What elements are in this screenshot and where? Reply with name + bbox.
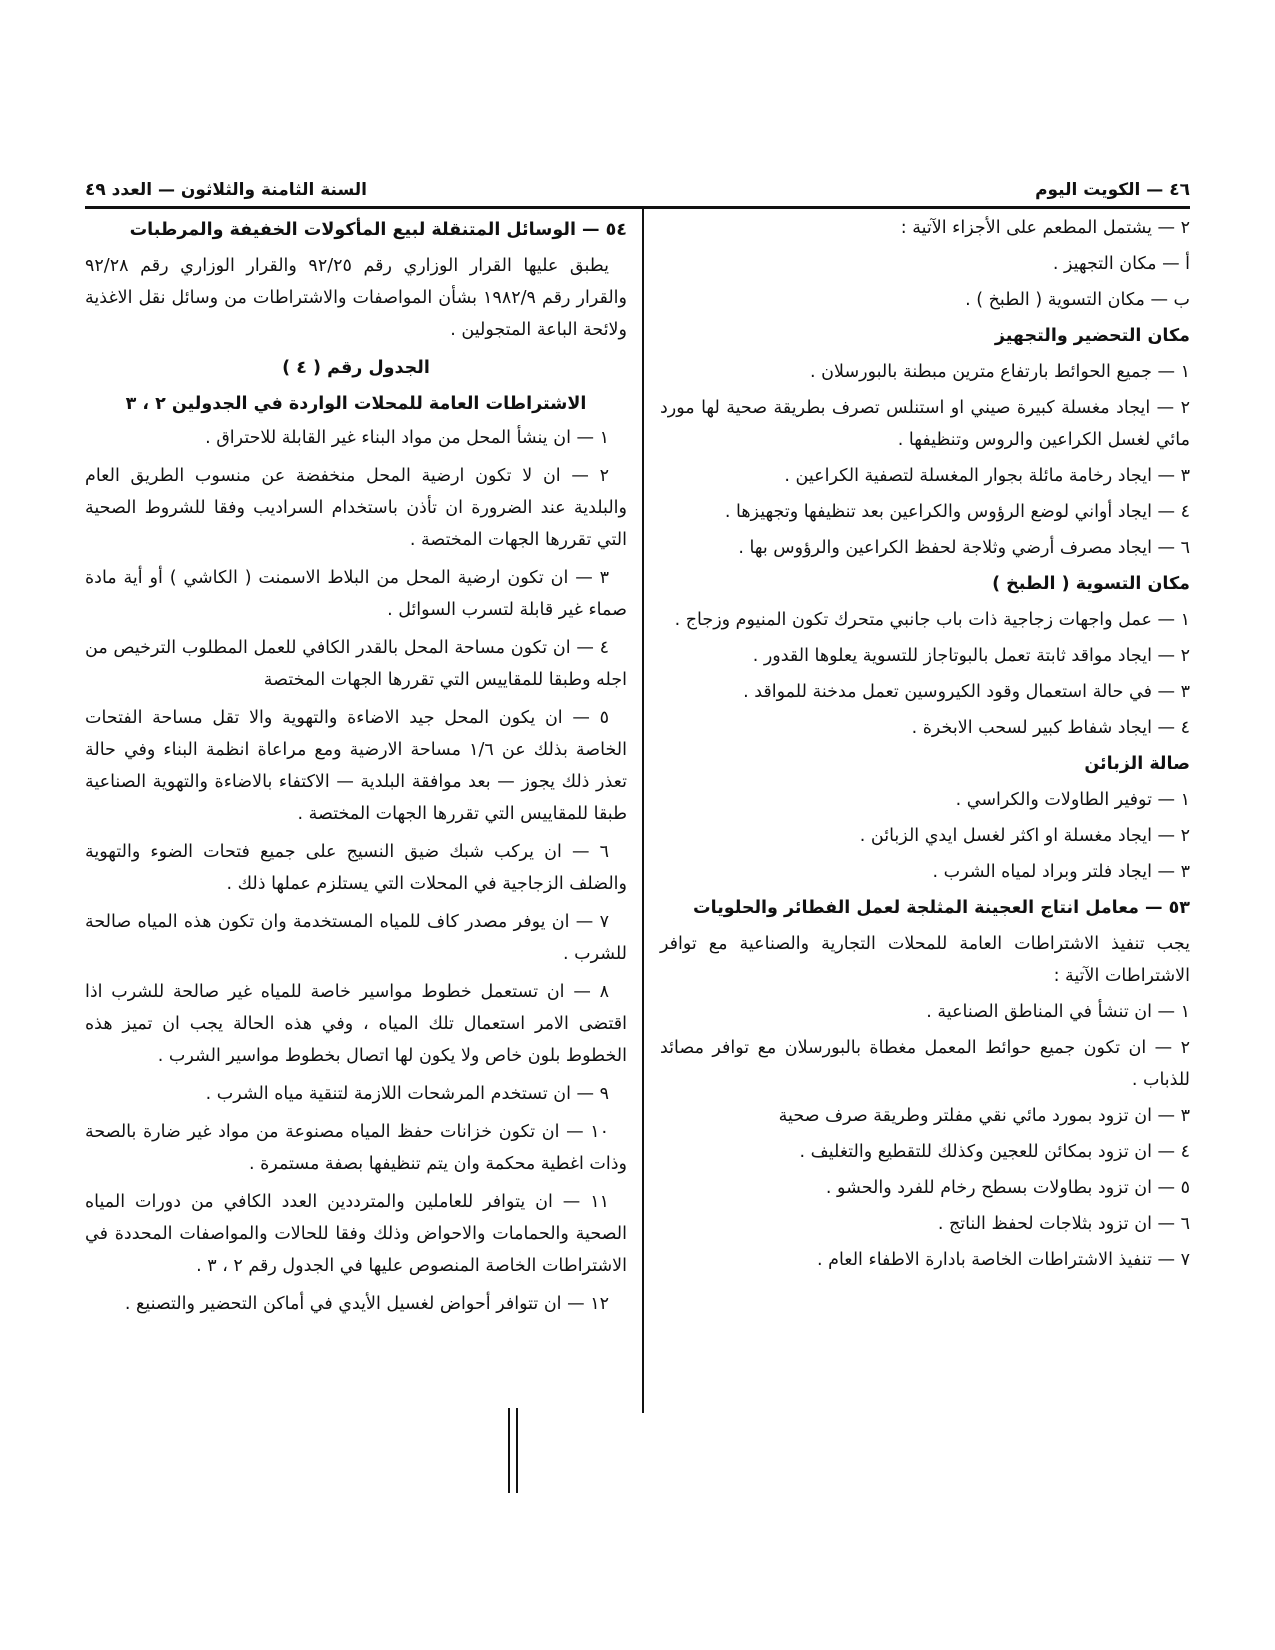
left-column-para: يطبق عليها القرار الوزاري رقم ٩٢/٢٥ والقرار الوزاري رقم ٩٢/٢٨ والقرار رقم ١٩٨٢/٩ بشأن المواصفات والاشتراطات من وسائل نقل الاغذية ولائحة الباعة المتجولين . xyxy=(85,256,627,340)
right-column-item: ٢ — ايجاد مواقد ثابتة تعمل بالبوتاجاز للتسوية يعلوها القدور . xyxy=(752,646,1190,666)
issue-info: السنة الثامنة والثلاثون — العدد ٤٩ xyxy=(85,180,367,200)
left-column-para: ١٢ — ان تتوافر أحواض لغسيل الأيدي في أماكن التحضير والتصنيع . xyxy=(124,1294,609,1314)
page-title: ٤٦ — الكويت اليوم xyxy=(1035,180,1190,200)
right-column-item: ٣ — في حالة استعمال وقود الكيروسين تعمل مدخنة للمواقد . xyxy=(743,682,1190,702)
right-column-item: ب — مكان التسوية ( الطبخ ) . xyxy=(965,290,1190,310)
right-column-item: ٥ — ان تزود بطاولات بسطح رخام للفرد والحشو . xyxy=(825,1178,1190,1198)
right-column-item: ٣ — ايجاد فلتر وبراد لمياه الشرب . xyxy=(932,862,1190,882)
right-column-item: ١ — ان تنشأ في المناطق الصناعية . xyxy=(926,1002,1190,1022)
right-column-item: ٣ — ان تزود بمورد مائي نقي مفلتر وطريقة صرف صحية xyxy=(778,1106,1190,1126)
right-column-item: ٢ — ان تكون جميع حوائط المعمل مغطاة بالبورسلان مع توافر مصائد للذباب . xyxy=(660,1038,1190,1090)
left-column-para: ١١ — ان يتوافر للعاملين والمترددين العدد الكافي من دورات المياه الصحية والحمامات والاحواض وذلك وفقا للحالات والمواصفات المحددة في الاشتراطات الخاصة المنصوص عليها في الجدول رقم ٢ ، ٣ . xyxy=(85,1192,627,1276)
left-column-heading: ٥٤ — الوسائل المتنقلة لبيع المأكولات الخفيفة والمرطبات xyxy=(129,220,627,240)
right-column-item: ٤ — ان تزود بمكائن للعجين وكذلك للتقطيع والتغليف . xyxy=(799,1142,1190,1162)
right-column-item: ١ — جميع الحوائط بارتفاع مترين مبطنة بالبورسلان . xyxy=(810,362,1190,382)
right-column-item: ٦ — ايجاد مصرف أرضي وثلاجة لحفظ الكراعين والرؤوس بها . xyxy=(738,538,1190,558)
right-column-item: يجب تنفيذ الاشتراطات العامة للمحلات التجارية والصناعية مع توافر الاشتراطات الآتية : xyxy=(660,934,1190,986)
binding-mark xyxy=(508,1408,518,1493)
left-column-para: ١٠ — ان تكون خزانات حفظ المياه مصنوعة من مواد غير ضارة بالصحة وذات اغطية محكمة وان يتم تنظيفها بصفة مستمرة . xyxy=(85,1122,627,1174)
right-column-item: ٢ — ايجاد مغسلة او اكثر لغسل ايدي الزبائن . xyxy=(859,826,1190,846)
left-column-para: ٨ — ان تستعمل خطوط مواسير خاصة للمياه غير صالحة للشرب اذا اقتضى الامر استعمال تلك المياه ، وفي هذه الحالة يجب ان تميز هذه الخطوط بلون خاص ولا يكون لها اتصال بخطوط مواسير الشرب . xyxy=(85,982,627,1066)
right-column-item: ١ — عمل واجهات زجاجية ذات باب جانبي متحرك تكون المنيوم وزجاج . xyxy=(674,610,1190,630)
left-column-para: ٦ — ان يركب شبك ضيق النسيج على جميع فتحات الضوء والتهوية والضلف الزجاجية في المحلات التي يستلزم عملها ذلك . xyxy=(85,842,627,894)
right-column-item: ٦ — ان تزود بثلاجات لحفظ الناتج . xyxy=(937,1214,1190,1234)
right-column-item: ٣ — ايجاد رخامة مائلة بجوار المغسلة لتصفية الكراعين . xyxy=(784,466,1190,486)
left-column-para: ٥ — ان يكون المحل جيد الاضاءة والتهوية والا تقل مساحة الفتحات الخاصة بذلك عن ١/٦ مساحة الارضية ومع مراعاة انظمة البناء وفي حالة تعذر ذلك يجوز — بعد موافقة البلدية — الاكتفاء بالاضاءة والتهوية الصناعية طبقا للمقاييس التي تقررها الجهات المختصة . xyxy=(85,708,627,824)
right-column-heading: ٥٣ — معامل انتاج العجينة المثلجة لعمل الفطائر والحلويات xyxy=(693,898,1190,918)
left-column xyxy=(85,212,627,1326)
right-column-heading: مكان التحضير والتجهيز xyxy=(994,326,1190,346)
left-column-para: ٤ — ان تكون مساحة المحل بالقدر الكافي للعمل المطلوب الترخيص من اجله وطبقا للمقاييس التي تقررها الجهات المختصة xyxy=(85,638,627,690)
right-column-item: أ — مكان التجهيز . xyxy=(1052,254,1190,274)
right-column-item: ٢ — يشتمل المطعم على الأجزاء الآتية : xyxy=(900,218,1190,238)
right-column-heading: صالة الزبائن xyxy=(1084,754,1190,774)
left-column-centered: الجدول رقم ( ٤ ) xyxy=(282,358,430,378)
right-column-item: ٤ — ايجاد شفاط كبير لسحب الابخرة . xyxy=(911,718,1190,738)
right-column-item: ٢ — ايجاد مغسلة كبيرة صيني او استنلس تصرف بطريقة صحية لها مورد مائي لغسل الكراعين والروس وتنظيفها . xyxy=(660,398,1190,450)
page-header xyxy=(85,160,1190,209)
right-column-item: ١ — توفير الطاولات والكراسي . xyxy=(955,790,1190,810)
left-column-para: ٣ — ان تكون ارضية المحل من البلاط الاسمنت ( الكاشي ) أو أية مادة صماء غير قابلة لتسرب السوائل . xyxy=(85,568,627,620)
right-column-item: ٤ — ايجاد أواني لوضع الرؤوس والكراعين بعد تنظيفها وتجهيزها . xyxy=(724,502,1190,522)
left-column-para: ٢ — ان لا تكون ارضية المحل منخفضة عن منسوب الطريق العام والبلدية عند الضرورة ان تأذن باستخدام السراديب وفقا للشروط الصحية التي تقررها الجهات المختصة . xyxy=(85,466,627,550)
left-column-para: ٩ — ان تستخدم المرشحات اللازمة لتنقية مياه الشرب . xyxy=(205,1084,609,1104)
right-column xyxy=(660,212,1190,1280)
left-column-para: ٧ — ان يوفر مصدر كاف للمياه المستخدمة وان تكون هذه المياه صالحة للشرب . xyxy=(85,912,627,964)
right-column-item: ٧ — تنفيذ الاشتراطات الخاصة بادارة الاطفاء العام . xyxy=(816,1250,1190,1270)
column-divider xyxy=(642,208,644,1413)
right-column-heading: مكان التسوية ( الطبخ ) xyxy=(992,574,1190,594)
left-column-centered: الاشتراطات العامة للمحلات الواردة في الجدولين ٢ ، ٣ xyxy=(125,394,587,414)
left-column-para: ١ — ان ينشأ المحل من مواد البناء غير القابلة للاحتراق . xyxy=(205,428,609,448)
